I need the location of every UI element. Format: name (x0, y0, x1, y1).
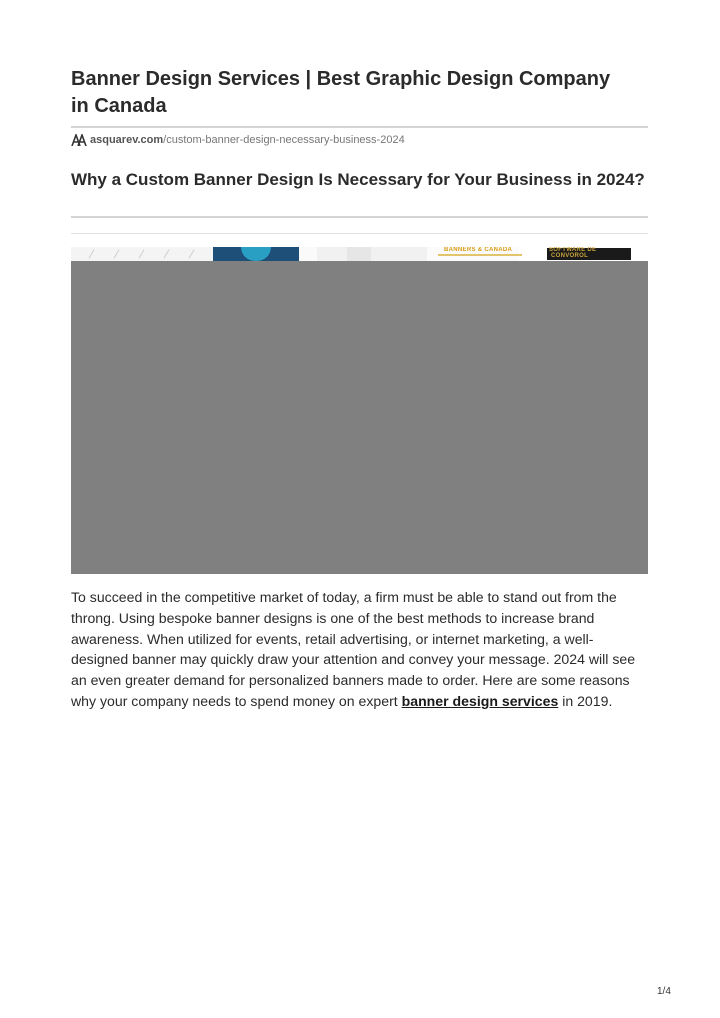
banner-thumb-3 (299, 247, 317, 261)
banner-thumb-4 (317, 247, 427, 261)
banner-caption-right-line1: SOFTWARE DE (549, 247, 597, 253)
source-line (71, 132, 405, 148)
asquarev-logo-icon (71, 134, 87, 146)
banner-thumb-1 (71, 247, 213, 261)
source-path[interactable]: /custom-banner-design-necessary-business-2024 (163, 134, 405, 146)
banner-thumb-2 (213, 247, 299, 261)
title-divider (71, 126, 648, 128)
body-paragraph (71, 587, 649, 712)
banner-caption-left-underline (438, 254, 522, 256)
page-title: Banner Design Services | Best Graphic Design Company in Canada (71, 68, 611, 117)
paragraph-text-end: in 2019. (558, 692, 613, 709)
source-domain[interactable]: asquarev.com (90, 134, 164, 146)
banner-design-services-link[interactable]: banner design services (401, 692, 559, 709)
paragraph-text: To succeed in the competitive market of today, a firm must be able to stand out from the throng. Using bespoke banner designs is one of the best methods to increase brand awareness. When utilized for events, retail advertising, or internet marketing, a well-designed banner may quickly draw your attention and convey your message. 2024 will see an even greater demand for personalized banners made to order. Here are some reasons why your company needs to spend money on expert (71, 589, 636, 709)
heading-subdivider (71, 233, 648, 234)
banner-caption-right-line2: CONVOROL (551, 253, 589, 259)
heading-divider (71, 216, 648, 218)
banner-caption-left: BANNERS & CANADA (444, 247, 513, 253)
page-number: 1/4 (657, 986, 671, 997)
section-heading: Why a Custom Banner Design Is Necessary for Your Business in 2024? (71, 170, 645, 189)
hero-image (71, 247, 648, 574)
